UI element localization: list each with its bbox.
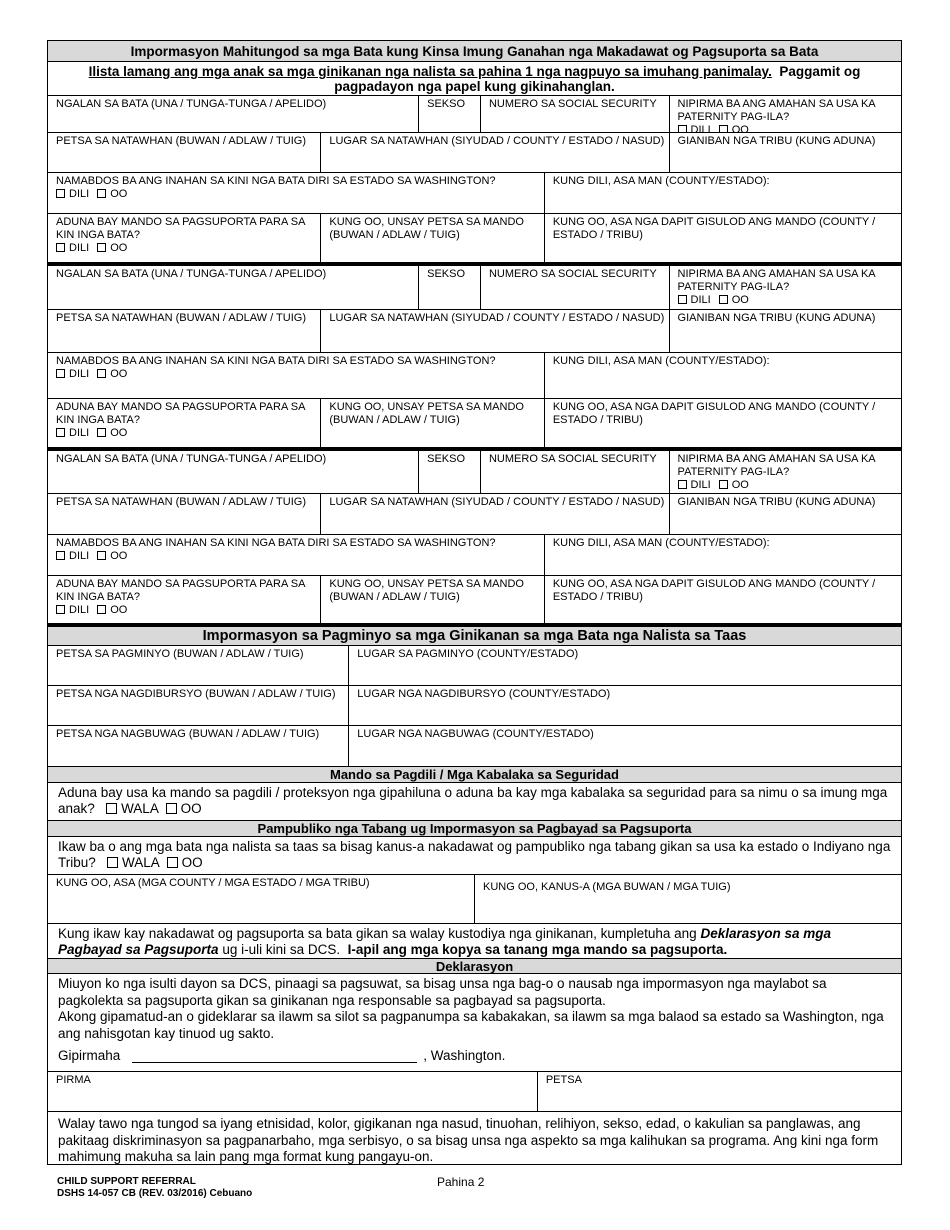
assistance-question-text: Ikaw ba o ang mga bata nga nalista sa taas sa bisag kanus-a nakadawat og pampubliko nga tabang gikan sa usa ka estado o Indiyano nga Tribu? (58, 839, 891, 870)
if-no-where-field[interactable]: KUNG DILI, ASA MAN (COUNTY/ESTADO): (552, 537, 770, 549)
support-order-label: ADUNA BAY MANDO SA PAGSUPORTA PARA SA KIN INGA BATA? (56, 216, 305, 241)
signed-at-input[interactable] (132, 1049, 417, 1063)
if-no-where-field[interactable]: KUNG DILI, ASA MAN (COUNTY/ESTADO): (552, 355, 770, 367)
yes-label: OO (181, 855, 203, 870)
assistance-when-field[interactable]: KUNG OO, KANUS-A (MGA BUWAN / MGA TUIG) (483, 881, 731, 893)
order-no-checkbox[interactable] (56, 428, 65, 437)
child-block (48, 266, 901, 451)
declaration-form-name: Deklarasyon sa mga Pagbayad sa Pagsuporta (58, 926, 832, 957)
signed-at-label: Gipirmaha (58, 1048, 121, 1063)
assistance-none-checkbox[interactable] (107, 857, 118, 868)
order-date-field[interactable]: KUNG OO, UNSAY PETSA SA MANDO (BUWAN / ADLAW / TUIG) (321, 576, 544, 623)
order-no-checkbox[interactable] (56, 605, 65, 614)
assistance-yes-checkbox[interactable] (167, 857, 178, 868)
separation-date-field[interactable]: PETSA NGA NAGBUWAG (BUWAN / ADLAW / TUIG) (48, 726, 349, 766)
support-order-label: ADUNA BAY MANDO SA PAGSUPORTA PARA SA KIN INGA BATA? (56, 401, 305, 426)
order-place-field[interactable]: KUNG OO, ASA NGA DAPIT GISULOD ANG MANDO (COUNTY / ESTADO / TRIBU) (552, 401, 876, 426)
no-label: DILI (69, 368, 90, 380)
assistance-where-field[interactable]: KUNG OO, ASA (MGA COUNTY / MGA ESTADO / MGA TRIBU) (48, 875, 475, 923)
order-no-checkbox[interactable] (56, 243, 65, 252)
paternity-field (670, 451, 901, 493)
note-bold: I-apil ang mga kopya sa tanang mga mando sa pagsuporta. (347, 942, 728, 957)
marriage-place-field[interactable]: LUGAR SA PAGMINYO (COUNTY/ESTADO) (357, 648, 579, 660)
marriage-date-field[interactable]: PETSA SA PAGMINYO (BUWAN / ADLAW / TUIG) (48, 646, 349, 685)
paternity-label: NIPIRMA BA ANG AMAHAN SA USA KA PATERNITY PAG-ILA? (677, 268, 876, 293)
paternity-field (670, 96, 901, 132)
yes-label: OO (110, 604, 128, 616)
paternity-yes-checkbox[interactable] (719, 125, 728, 132)
section-title-children: Impormasyon Mahitungod sa mga Bata kung Kinsa Imung Ganahan nga Makadawat og Pagsuporta sa Bata (48, 41, 901, 62)
yes-label: OO (110, 550, 128, 562)
pregnant-yes-checkbox[interactable] (97, 189, 106, 198)
tribe-field[interactable]: GIANIBAN NGA TRIBU (KUNG ADUNA) (677, 135, 876, 147)
mother-pregnant-field (48, 535, 545, 575)
support-order-field (48, 214, 321, 262)
paternity-label: NIPIRMA BA ANG AMAHAN SA USA KA PATERNITY PAG-ILA? (677, 453, 876, 478)
pregnant-yes-checkbox[interactable] (97, 369, 106, 378)
yes-label: OO (731, 124, 749, 132)
ssn-field[interactable]: NUMERO SA SOCIAL SECURITY (481, 96, 670, 132)
child-support-form (47, 40, 902, 1165)
instruction-rest: Paggamit og pagpadayon nga papel kung gikinahanglan. (334, 64, 861, 94)
birth-date-field[interactable]: PETSA SA NATAWHAN (BUWAN / ADLAW / TUIG) (48, 310, 321, 352)
yes-label: OO (110, 242, 128, 254)
dissolution-date-field[interactable]: PETSA NGA NAGDIBURSYO (BUWAN / ADLAW / TUIG) (48, 686, 349, 725)
mother-pregnant-field (48, 353, 545, 398)
birth-place-field[interactable]: LUGAR SA NATAWHAN (SIYUDAD / COUNTY / ESTADO / NASUD) (321, 133, 669, 172)
note-start: Kung ikaw kay nakadawat og pagsuporta sa bata gikan sa walay kustodiya nga ginikanan, kumpletuha ang (58, 926, 697, 941)
restraining-question (48, 783, 901, 821)
section-title-declaration: Deklarasyon (48, 958, 901, 974)
mother-pregnant-field (48, 173, 545, 213)
dissolution-place-field[interactable]: LUGAR NGA NAGDIBURSYO (COUNTY/ESTADO) (357, 688, 611, 700)
declaration-para1: Miuyon ko nga isulti dayon sa DCS, pinaagi sa pagsuwat, sa bisag unsa nga bag-o o nausab nga impormasyon nga maylabot sa pagkolekta sa pagsuporta gikan sa ginikanan nga responsable sa pagbayad sa pagsuporta. (58, 976, 827, 1008)
paternity-label: NIPIRMA BA ANG AMAHAN SA USA KA PATERNITY PAG-ILA? (677, 98, 876, 123)
yes-label: OO (110, 188, 128, 200)
no-label: DILI (690, 479, 711, 491)
pregnant-no-checkbox[interactable] (56, 369, 65, 378)
page-number: Pahina 2 (437, 1175, 485, 1189)
yes-label: OO (180, 801, 202, 816)
no-label: DILI (69, 550, 90, 562)
birth-place-field[interactable]: LUGAR SA NATAWHAN (SIYUDAD / COUNTY / ESTADO / NASUD) (321, 310, 669, 352)
order-place-field[interactable]: KUNG OO, ASA NGA DAPIT GISULOD ANG MANDO (COUNTY / ESTADO / TRIBU) (552, 578, 876, 603)
yes-label: OO (731, 294, 749, 306)
mother-pregnant-label: NAMABDOS BA ANG INAHAN SA KINI NGA BATA DIRI SA ESTADO SA WASHINGTON? (56, 355, 496, 367)
mother-pregnant-label: NAMABDOS BA ANG INAHAN SA KINI NGA BATA DIRI SA ESTADO SA WASHINGTON? (56, 175, 496, 187)
pregnant-no-checkbox[interactable] (56, 551, 65, 560)
child-block (48, 96, 901, 266)
restraining-question-text: Aduna bay usa ka mando sa pagdili / proteksyon nga gipahiluna o aduna ba kay mga kabalaka sa seguridad para sa nimu o sa imung mga anak? (58, 785, 888, 816)
restraining-yes-checkbox[interactable] (166, 803, 177, 814)
form-title: CHILD SUPPORT REFERRAL (57, 1176, 196, 1187)
tribe-field[interactable]: GIANIBAN NGA TRIBU (KUNG ADUNA) (677, 496, 876, 508)
order-yes-checkbox[interactable] (97, 243, 106, 252)
child-name-field[interactable]: NGALAN SA BATA (UNA / TUNGA-TUNGA / APELIDO) (48, 266, 419, 309)
no-label: DILI (69, 604, 90, 616)
signature-date-field[interactable]: PETSA (545, 1074, 582, 1086)
pregnant-no-checkbox[interactable] (56, 189, 65, 198)
if-no-where-field[interactable]: KUNG DILI, ASA MAN (COUNTY/ESTADO): (552, 175, 770, 187)
no-label: DILI (69, 188, 90, 200)
form-footer (57, 1176, 252, 1200)
support-order-field (48, 399, 321, 447)
assistance-question (48, 837, 901, 875)
paternity-no-checkbox[interactable] (678, 295, 687, 304)
form-number: DSHS 14-057 CB (REV. 03/2016) Cebuano (57, 1188, 253, 1199)
child-name-field[interactable]: NGALAN SA BATA (UNA / TUNGA-TUNGA / APELIDO) (48, 96, 419, 132)
section-title-public-assistance: Pampubliko nga Tabang ug Impormasyon sa Pagbayad sa Pagsuporta (48, 821, 901, 837)
ssn-field[interactable]: NUMERO SA SOCIAL SECURITY (481, 451, 670, 493)
section-title-marriage: Impormasyon sa Pagminyo sa mga Ginikanan sa mga Bata nga Nalista sa Taas (48, 627, 901, 646)
separation-place-field[interactable]: LUGAR NGA NAGBUWAG (COUNTY/ESTADO) (357, 728, 594, 740)
section-title-restraining: Mando sa Pagdili / Mga Kabalaka sa Seguridad (48, 767, 901, 783)
declaration-para2: Akong gipamatud-an o gideklarar sa ilawm sa silot sa pagpanumpa sa kabakakan, sa ilawm sa mga balaod sa estado sa Washington, nga ang nahisgotan kay tinuod ug sakto. (58, 1009, 884, 1041)
child-name-field[interactable]: NGALAN SA BATA (UNA / TUNGA-TUNGA / APELIDO) (48, 451, 419, 493)
instruction-underlined: Ilista lamang ang mga anak sa mga ginikanan nga nalista sa pahina 1 nga nagpuyo sa imuhang panimalay. (88, 64, 772, 79)
birth-date-field[interactable]: PETSA SA NATAWHAN (BUWAN / ADLAW / TUIG) (48, 133, 321, 172)
paternity-no-checkbox[interactable] (678, 480, 687, 489)
children-instruction (48, 62, 901, 96)
support-order-field (48, 576, 321, 623)
none-label: WALA (121, 801, 159, 816)
nondiscrimination-statement: Walay tawo nga tungod sa iyang etnisidad, kolor, gigikanan nga nasud, tinuohan, relihiyon, sekso, edad, o kakulian sa panglawas, ang pakitaag diskriminasyon sa pagpanarbaho, mga serbisyo, o sa bisag unsa nga aspekto sa mga kalihukan sa programa. Ang kini nga form mahimung makuha sa lain pang mga format kung pangayu-on. (58, 1116, 879, 1164)
sex-field[interactable]: SEKSO (419, 451, 481, 493)
no-label: DILI (690, 294, 711, 306)
paternity-yes-checkbox[interactable] (719, 295, 728, 304)
no-label: DILI (69, 427, 90, 439)
child-block (48, 451, 901, 627)
order-date-field[interactable]: KUNG OO, UNSAY PETSA SA MANDO (BUWAN / ADLAW / TUIG) (321, 399, 544, 447)
support-payments-note (48, 924, 901, 958)
washington-label: , Washington. (423, 1048, 506, 1063)
order-place-field[interactable]: KUNG OO, ASA NGA DAPIT GISULOD ANG MANDO (COUNTY / ESTADO / TRIBU) (552, 216, 876, 241)
birth-date-field[interactable]: PETSA SA NATAWHAN (BUWAN / ADLAW / TUIG) (48, 494, 321, 534)
paternity-yes-checkbox[interactable] (719, 480, 728, 489)
yes-label: OO (110, 368, 128, 380)
support-order-label: ADUNA BAY MANDO SA PAGSUPORTA PARA SA KIN INGA BATA? (56, 578, 305, 603)
tribe-field[interactable]: GIANIBAN NGA TRIBU (KUNG ADUNA) (677, 312, 876, 324)
order-yes-checkbox[interactable] (97, 428, 106, 437)
note-mid: ug i-uli kini sa DCS. (222, 942, 341, 957)
no-label: DILI (69, 242, 90, 254)
none-label: WALA (122, 855, 160, 870)
birth-place-field[interactable]: LUGAR SA NATAWHAN (SIYUDAD / COUNTY / ESTADO / NASUD) (321, 494, 669, 534)
pregnant-yes-checkbox[interactable] (97, 551, 106, 560)
yes-label: OO (731, 479, 749, 491)
sex-field[interactable]: SEKSO (419, 96, 481, 132)
order-yes-checkbox[interactable] (97, 605, 106, 614)
no-label: DILI (690, 124, 711, 132)
ssn-field[interactable]: NUMERO SA SOCIAL SECURITY (481, 266, 670, 309)
paternity-no-checkbox[interactable] (678, 125, 687, 132)
paternity-field (670, 266, 901, 309)
yes-label: OO (110, 427, 128, 439)
declaration-body (48, 974, 901, 1072)
signature-field[interactable]: PIRMA (48, 1072, 538, 1111)
mother-pregnant-label: NAMABDOS BA ANG INAHAN SA KINI NGA BATA DIRI SA ESTADO SA WASHINGTON? (56, 537, 496, 549)
restraining-none-checkbox[interactable] (106, 803, 117, 814)
order-date-field[interactable]: KUNG OO, UNSAY PETSA SA MANDO (BUWAN / ADLAW / TUIG) (321, 214, 544, 262)
sex-field[interactable]: SEKSO (419, 266, 481, 309)
